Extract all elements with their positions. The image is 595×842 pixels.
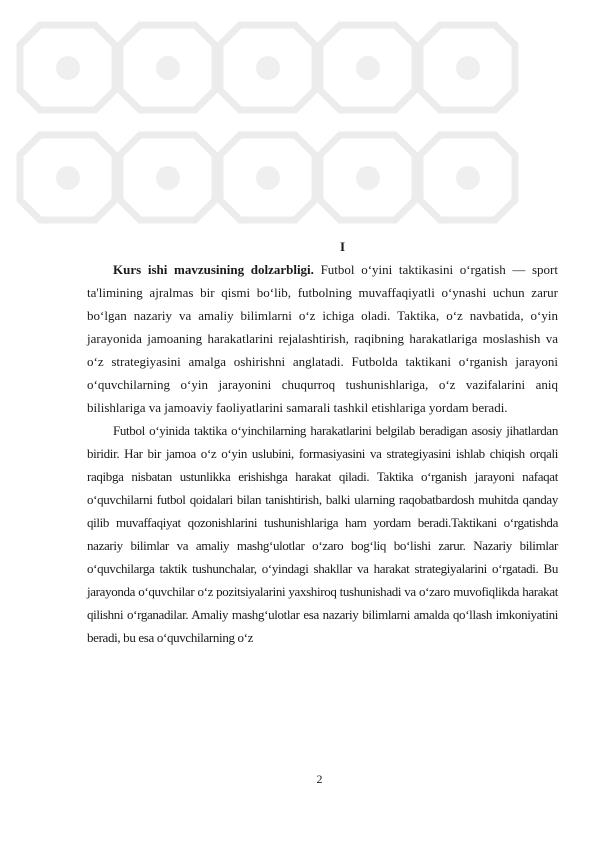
paragraph-text: Futbol o‘yini taktikasini o‘rgatish — sport ta'limining ajralmas bir qismi bo‘lib, futbolning muvaffaqiyatli o‘ynashi uchun zarur bo‘lgan nazariy va amaliy bilimlarni o‘z ichiga oladi. Taktika, o‘z navbatida, o‘yin jarayonida jamoaning harakatlarini rejalashtirish, raqibning harakatlariga moslashish va o‘z strategiyasini amalga oshirishni anglatadi. Futbolda taktikani o‘rganish jarayoni o‘quvchilarning o‘yin jarayonini chuqurroq tushunishlariga, o‘z vazifalarini aniq bilishlariga va jamoaviy faoliyatlarini samarali tashkil etishlariga yordam beradi.	[87, 262, 558, 415]
section-marker: I	[339, 239, 346, 254]
page-number: 2	[316, 772, 323, 786]
paragraph-text: Futbol o‘yinida taktika o‘yinchilarning harakatlarini belgilab beradigan asosiy jihatlardan biridir. Har bir jamoa o‘z o‘yin uslubini, formasiyasini va strategiyasini ishlab chiqish orqali raqibga nisbatan ustunlikka erishishga harakat qiladi. Taktika o‘rganish jarayoni nafaqat o‘quvchilarni futbol qoidalari bilan tanishtirish, balki ularning raqobatbardosh muhitda qanday qilib muvaffaqiyat qozonishlarini tushunishlariga ham yordam beradi.Taktikani o‘rgatishda nazariy bilimlar va amaliy mashg‘ulotlar o‘zaro bog‘liq bo‘lishi zarur. Nazariy bilimlar o‘quvchilarga taktik tushunchalar, o‘yindagi shakllar va harakat strategiyalarini o‘rgatadi. Bu jarayonda o‘quvchilar o‘z pozitsiyalarini yaxshiroq tushunishadi va o‘zaro muvofiqlikda harakat qilishni o‘rganadilar. Amaliy mashg‘ulotlar esa nazariy bilimlarni amalda qo‘llash imkoniyatini beradi, bu esa o‘quvchilarning o‘z	[87, 423, 558, 645]
paragraph-lead-title: Kurs ishi mavzusining dolzarbligi.	[113, 262, 314, 277]
page-body	[87, 238, 558, 649]
paragraph-tactics	[87, 419, 558, 649]
paragraph-relevance	[87, 258, 558, 419]
